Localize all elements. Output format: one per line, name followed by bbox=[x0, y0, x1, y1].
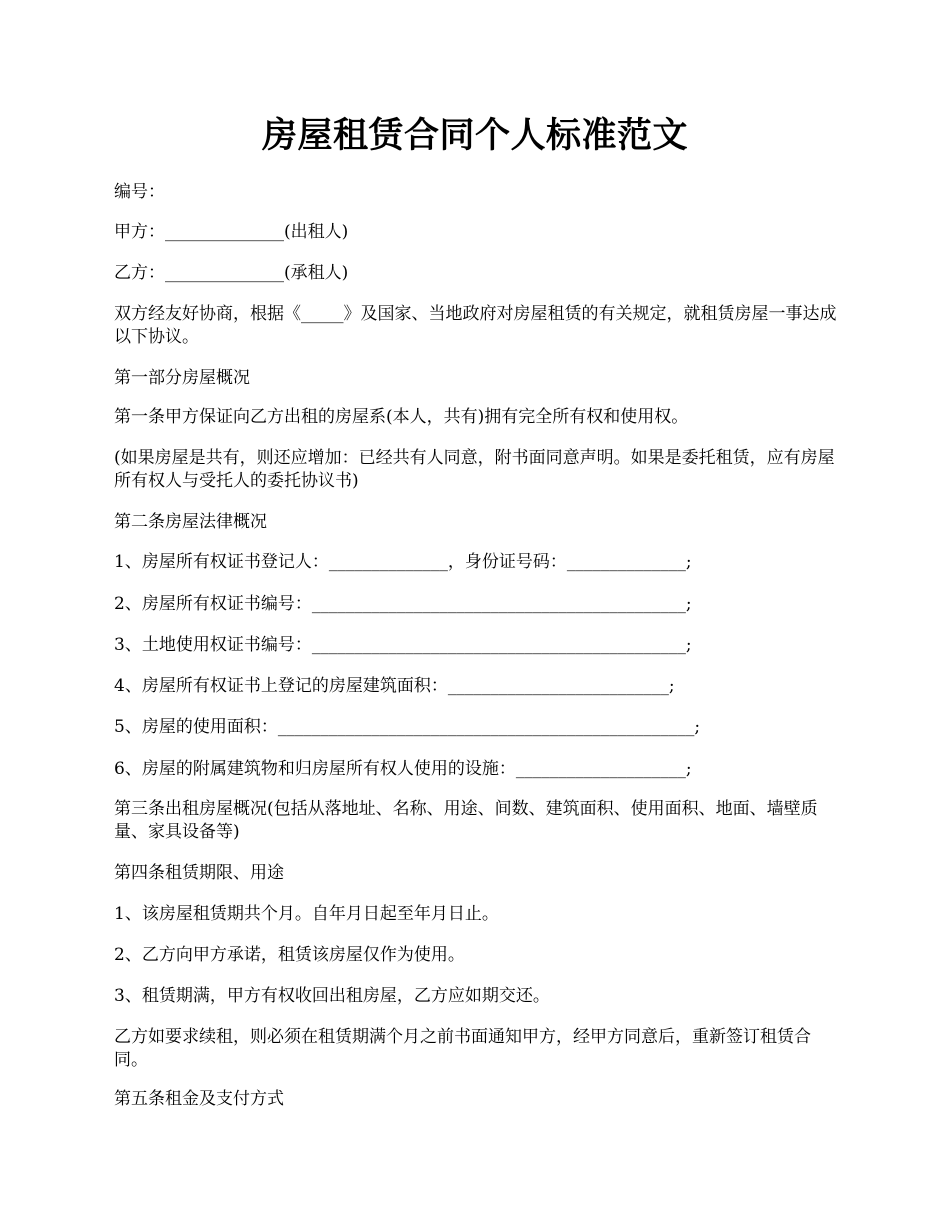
term-item-1: 1、该房屋租赁期共个月。自年月日起至年月日止。 bbox=[114, 904, 499, 924]
clause-item-1: 1、房屋所有权证书登记人：______________，身份证号码：______________; bbox=[114, 552, 692, 572]
contract-number-line: 编号： bbox=[114, 182, 165, 202]
term-item-3: 3、租赁期满，甲方有权收回出租房屋，乙方应如期交还。 bbox=[114, 986, 550, 1006]
term-item-2: 2、乙方向甲方承诺，租赁该房屋仅作为使用。 bbox=[114, 945, 465, 965]
clause-item-2: 2、房屋所有权证书编号：____________________________________________; bbox=[114, 594, 692, 614]
clause-item-4: 4、房屋所有权证书上登记的房屋建筑面积：__________________________; bbox=[114, 676, 675, 696]
article-two-heading: 第二条房屋法律概况 bbox=[114, 512, 267, 532]
co-ownership-note-paragraph: (如果房屋是共有，则还应增加：已经共有人同意，附书面同意声明。如果是委托租赁，应有房屋所有权人与受托人的委托协议书) bbox=[114, 448, 835, 491]
article-four-heading: 第四条租赁期限、用途 bbox=[114, 863, 284, 883]
article-three-paragraph: 第三条出租房屋概况(包括从落地址、名称、用途、间数、建筑面积、使用面积、地面、墙壁质量、家具设备等) bbox=[114, 799, 818, 842]
renewal-paragraph: 乙方如要求续租，则必须在租赁期满个月之前书面通知甲方，经甲方同意后，重新签订租赁合同。 bbox=[114, 1027, 811, 1070]
section-heading-part-one: 第一部分房屋概况 bbox=[114, 368, 250, 388]
article-five-heading: 第五条租金及支付方式 bbox=[114, 1089, 284, 1109]
party-b-line: 乙方：______________(承租人) bbox=[114, 263, 349, 283]
party-a-line: 甲方：______________(出租人) bbox=[114, 222, 349, 242]
clause-item-3: 3、土地使用权证书编号：____________________________________________; bbox=[114, 635, 692, 655]
clause-item-5: 5、房屋的使用面积：_________________________________________________; bbox=[114, 717, 701, 737]
article-one-paragraph: 第一条甲方保证向乙方出租的房屋系(本人，共有)拥有完全所有权和使用权。 bbox=[114, 407, 689, 427]
document-title: 房屋租赁合同个人标准范文 bbox=[261, 115, 688, 156]
clause-item-6: 6、房屋的附属建筑物和归房屋所有权人使用的设施：____________________; bbox=[114, 759, 692, 779]
preamble-paragraph: 双方经友好协商，根据《_____》及国家、当地政府对房屋租赁的有关规定，就租赁房屋一事达成以下协议。 bbox=[114, 304, 837, 347]
